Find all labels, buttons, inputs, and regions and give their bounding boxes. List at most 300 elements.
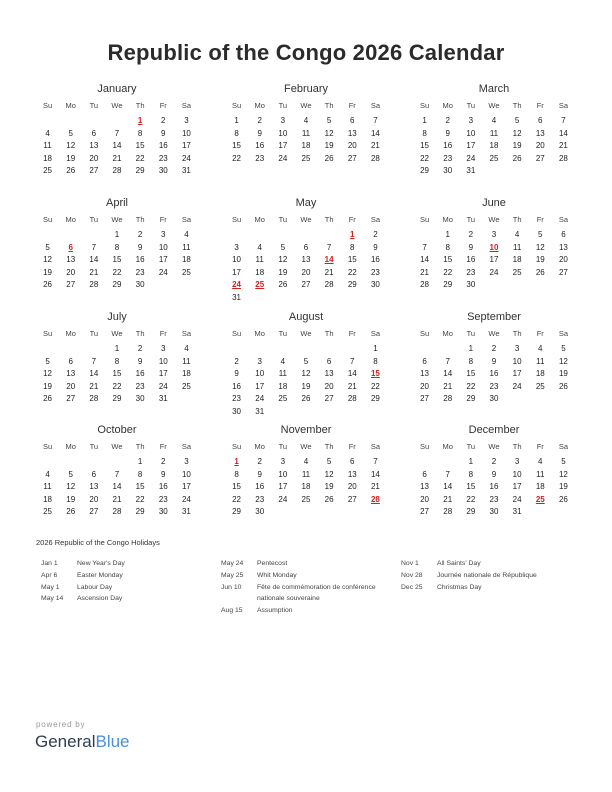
day-cell: 30 [489,507,499,516]
day-cell: 9 [373,242,378,252]
day-cell: 8 [468,356,474,366]
holiday-name: New Year's Day [77,560,125,567]
day-cell: 22 [347,267,357,277]
day-cell: 1 [114,344,120,353]
day-cell: 21 [112,153,122,163]
day-cell: 18 [301,482,311,491]
day-cell: 6 [326,356,332,366]
day-cell: 8 [137,469,143,479]
holidays-title: 2026 Republic of the Congo Holidays [36,538,160,547]
empty-day-cell [36,456,59,469]
day-cell: 23 [466,267,476,277]
holiday-row [41,570,211,582]
day-cell: 23 [255,153,265,163]
empty-day-cell [82,343,105,356]
day-cell: 26 [558,381,568,391]
day-cell: 3 [491,230,497,239]
day-cell: 11 [536,356,545,366]
weekday-label: Th [324,215,334,224]
day-cell: 19 [278,267,288,277]
holiday-row [401,558,571,570]
day-cell: 25 [301,494,311,504]
day-cell: 16 [158,141,168,150]
weekday-label: Fr [536,329,544,338]
empty-day-cell [105,115,128,128]
day-cell: 1 [137,457,143,466]
holiday-date: May 14 [41,595,64,603]
holiday-date: May 24 [221,560,244,567]
weekday-label: We [300,101,312,110]
holiday-day-cell: 25 [535,494,545,504]
day-cell: 29 [135,507,145,516]
day-cell: 3 [280,457,286,466]
day-cell: 16 [489,369,499,378]
day-cell: 3 [514,457,520,466]
day-cell: 7 [114,128,120,138]
day-cell: 31 [512,507,522,516]
weekday-label: Mo [254,329,265,338]
weekday-label: Th [135,329,145,338]
day-cell: 7 [350,356,355,366]
empty-day-cell [413,229,436,242]
day-cell: 13 [420,482,430,491]
day-cell: 29 [112,280,122,289]
day-cell: 22 [232,153,242,163]
day-cell: 24 [255,394,265,403]
weekday-header [413,441,575,453]
weekday-label: Sa [558,101,568,110]
holiday-date: Dec 25 [401,583,423,591]
day-cell: 3 [514,344,520,353]
month-name: June [482,197,506,209]
day-cell: 25 [278,394,288,403]
holiday-day-cell: 1 [350,230,355,239]
holiday-date: May 1 [41,583,60,591]
day-cell: 2 [445,116,450,125]
weekday-header [413,214,575,226]
day-cell: 1 [468,457,474,466]
day-cell: 24 [158,381,168,391]
day-cell: 28 [324,280,334,289]
day-cell: 19 [43,381,53,391]
weekday-label: Tu [89,329,99,338]
holiday-date: Aug 15 [221,607,243,615]
holiday-date: Jan 1 [41,560,58,567]
weekday-label: Sa [370,215,380,224]
day-cell: 16 [370,255,380,264]
day-cell: 30 [255,507,265,516]
day-cell: 31 [181,166,191,175]
weekday-label: Fr [536,442,544,451]
day-cell: 15 [232,141,242,150]
day-cell: 9 [468,242,474,252]
month-january [36,82,198,178]
day-cell: 31 [181,507,191,516]
weekday-header [36,441,198,453]
weekday-label: Su [42,442,53,451]
holiday-column [401,558,571,593]
day-cell: 6 [350,457,355,466]
day-cell: 6 [68,356,73,366]
day-cell: 27 [89,166,99,175]
day-grid [413,115,575,178]
day-cell: 28 [443,394,453,403]
day-cell: 2 [137,230,143,239]
day-cell: 16 [255,482,265,491]
day-cell: 25 [181,381,191,391]
holiday-name: Whit Monday [257,571,297,579]
day-cell: 18 [43,153,53,163]
day-cell: 3 [234,242,239,252]
day-cell: 4 [280,356,286,366]
empty-day-cell [271,343,294,356]
holiday-name: Pentecost [257,560,288,567]
day-cell: 20 [347,141,357,150]
holiday-day-cell: 15 [370,369,380,378]
day-cell: 7 [114,469,120,479]
day-cell: 18 [535,482,545,491]
day-cell: 29 [347,280,357,289]
month-september [413,310,575,406]
empty-day-cell [82,456,105,469]
day-cell: 15 [347,255,357,264]
holiday-row [221,582,381,606]
day-cell: 26 [66,507,76,516]
weekday-label: Su [42,329,53,338]
day-cell: 22 [466,381,476,391]
holiday-name: Journée nationale de République [437,571,537,579]
empty-day-cell [36,229,59,242]
day-cell: 1 [114,230,120,239]
weekday-label: Fr [159,215,167,224]
day-cell: 2 [468,230,474,239]
day-cell: 5 [45,242,50,252]
weekday-label: Th [512,442,522,451]
empty-day-cell [59,343,82,356]
weekday-label: Fr [536,215,544,224]
empty-day-cell [82,229,105,242]
month-name: March [478,83,510,95]
weekday-label: Th [135,442,145,451]
day-cell: 4 [257,242,262,252]
day-cell: 14 [370,469,380,479]
day-cell: 11 [536,469,545,479]
weekday-label: Su [419,329,430,338]
day-cell: 21 [89,267,99,277]
holiday-row [401,570,571,582]
holiday-row [41,558,211,570]
holiday-name: Ascension Day [77,595,123,603]
day-cell: 9 [491,469,497,479]
day-cell: 7 [91,356,97,366]
day-cell: 18 [301,141,311,150]
day-cell: 2 [373,230,378,239]
day-cell: 31 [466,166,476,175]
day-cell: 20 [324,381,334,391]
weekday-label: Sa [370,329,380,338]
holiday-row [401,582,571,594]
day-cell: 19 [324,141,334,150]
empty-day-cell [413,343,436,356]
holiday-day-cell: 25 [255,280,265,289]
day-grid [36,343,198,406]
day-cell: 8 [234,469,239,479]
day-cell: 4 [303,116,309,125]
day-cell: 17 [158,369,168,378]
day-cell: 21 [558,141,568,150]
day-cell: 9 [137,242,143,252]
day-cell: 26 [512,153,522,163]
day-cell: 13 [558,242,568,252]
day-cell: 2 [161,116,166,125]
day-cell: 29 [112,394,122,403]
day-cell: 18 [255,267,265,277]
weekday-label: Su [419,215,430,224]
day-cell: 30 [232,406,242,416]
day-cell: 11 [182,356,191,366]
weekday-label: Th [512,101,522,110]
day-cell: 19 [324,482,334,491]
month-july [36,310,198,406]
month-name: January [97,83,137,95]
day-cell: 5 [303,356,309,366]
day-grid [413,456,575,519]
day-cell: 7 [91,242,97,252]
day-cell: 11 [301,128,311,138]
holiday-row [221,570,381,582]
day-cell: 26 [324,494,334,504]
day-cell: 5 [280,242,286,252]
day-cell: 8 [422,128,427,138]
day-cell: 24 [466,153,476,163]
day-cell: 21 [89,381,99,391]
day-cell: 19 [558,369,568,378]
day-cell: 27 [66,394,76,403]
day-cell: 20 [66,381,76,391]
weekday-label: Su [419,442,430,451]
empty-day-cell [36,115,59,128]
day-cell: 10 [512,356,522,366]
holiday-date: Apr 6 [41,571,58,579]
day-cell: 20 [420,494,430,504]
day-cell: 28 [370,153,380,163]
weekday-header [225,100,387,112]
day-cell: 12 [535,242,545,252]
weekday-label: We [300,329,312,338]
weekday-header [225,441,387,453]
day-cell: 22 [420,153,430,163]
day-cell: 5 [514,116,520,125]
day-cell: 10 [512,469,522,479]
day-cell: 13 [66,369,76,378]
day-cell: 7 [373,116,378,125]
day-cell: 15 [112,255,122,264]
weekday-label: Sa [370,101,380,110]
empty-day-cell [271,229,294,242]
empty-day-cell [436,456,459,469]
weekday-label: Fr [159,101,167,110]
empty-day-cell [413,456,436,469]
day-cell: 4 [538,457,543,466]
day-cell: 18 [181,369,191,378]
day-cell: 5 [45,356,50,366]
day-cell: 4 [184,230,189,239]
day-cell: 17 [158,255,168,264]
holiday-column [41,558,211,605]
day-cell: 2 [234,356,239,366]
day-cell: 1 [422,116,427,125]
day-cell: 26 [535,267,545,277]
day-cell: 12 [558,469,568,479]
day-cell: 22 [466,494,476,504]
day-cell: 6 [350,116,355,125]
day-cell: 24 [278,153,288,163]
holiday-date: Jun 10 [221,583,242,591]
day-cell: 15 [232,482,242,491]
month-name: November [280,424,332,436]
day-cell: 12 [512,128,522,138]
month-name: August [288,311,324,323]
day-cell: 3 [184,457,189,466]
day-cell: 24 [181,494,191,504]
day-cell: 13 [347,469,357,479]
day-cell: 18 [43,494,53,504]
weekday-label: We [300,442,312,451]
month-name: February [283,83,329,95]
empty-day-cell [436,343,459,356]
day-cell: 18 [489,141,499,150]
day-cell: 5 [326,457,332,466]
holiday-day-cell: 24 [232,280,242,289]
weekday-label: Mo [65,329,76,338]
day-cell: 10 [255,369,265,378]
day-cell: 18 [535,369,545,378]
day-cell: 9 [257,128,262,138]
day-cell: 15 [135,482,145,491]
weekday-label: Tu [278,329,288,338]
month-june [413,196,575,292]
day-cell: 28 [443,507,453,516]
weekday-label: Th [324,442,334,451]
day-cell: 16 [255,141,265,150]
day-cell: 3 [468,116,474,125]
day-grid [225,115,387,165]
empty-day-cell [318,343,341,356]
day-cell: 30 [158,507,168,516]
day-cell: 9 [257,469,262,479]
day-cell: 13 [66,255,76,264]
holiday-name: Easter Monday [77,571,123,579]
weekday-label: Fr [348,215,356,224]
day-cell: 30 [443,166,453,175]
weekday-label: We [111,101,123,110]
day-cell: 10 [181,128,191,138]
month-may [225,196,387,304]
day-cell: 24 [181,153,191,163]
weekday-label: We [111,215,123,224]
day-cell: 21 [443,494,453,504]
day-cell: 14 [558,128,568,138]
day-cell: 11 [278,369,287,378]
day-cell: 7 [445,356,450,366]
day-cell: 11 [301,469,311,479]
weekday-label: Fr [159,329,167,338]
day-cell: 5 [326,116,332,125]
day-cell: 13 [535,128,545,138]
day-cell: 21 [347,381,357,391]
day-cell: 16 [158,482,168,491]
day-cell: 23 [158,494,168,504]
month-december [413,423,575,519]
day-cell: 10 [158,242,168,252]
empty-day-cell [225,229,248,242]
day-cell: 20 [420,381,430,391]
day-cell: 19 [535,255,545,264]
day-cell: 14 [89,255,99,264]
day-cell: 8 [114,356,120,366]
empty-day-cell [59,115,82,128]
day-cell: 2 [491,457,497,466]
month-october [36,423,198,519]
day-cell: 10 [181,469,191,479]
day-cell: 25 [301,153,311,163]
day-cell: 12 [43,255,53,264]
day-cell: 8 [468,469,474,479]
day-cell: 7 [373,457,378,466]
day-cell: 21 [420,267,430,277]
day-cell: 8 [234,128,239,138]
generalblue-logo[interactable] [35,732,130,752]
holiday-column [221,558,381,617]
month-name: July [107,311,127,323]
day-cell: 20 [89,153,99,163]
day-cell: 4 [491,116,497,125]
day-cell: 22 [370,381,380,391]
holiday-name: All Saints' Day [437,560,481,567]
day-grid [225,456,387,519]
day-cell: 8 [373,356,378,366]
weekday-label: Tu [89,442,99,451]
weekday-label: We [111,442,123,451]
day-cell: 11 [182,242,191,252]
weekday-label: Su [231,329,242,338]
day-cell: 28 [112,166,122,175]
day-cell: 21 [324,267,334,277]
day-cell: 27 [301,280,311,289]
day-cell: 16 [489,482,499,491]
day-cell: 2 [257,116,262,125]
month-name: April [105,197,128,209]
day-cell: 23 [489,494,499,504]
day-cell: 16 [466,255,476,264]
holiday-name: Labour Day [77,583,113,591]
day-cell: 12 [324,469,334,479]
weekday-label: Sa [558,329,568,338]
day-cell: 7 [445,469,450,479]
day-cell: 27 [535,153,545,163]
day-cell: 23 [158,153,168,163]
weekday-header [36,328,198,340]
empty-day-cell [59,456,82,469]
day-cell: 19 [512,141,522,150]
day-cell: 15 [112,369,122,378]
day-cell: 25 [43,166,53,175]
day-cell: 14 [443,482,453,491]
day-cell: 31 [232,292,242,302]
day-cell: 7 [422,242,427,252]
day-cell: 21 [370,141,380,150]
day-cell: 14 [443,369,453,378]
